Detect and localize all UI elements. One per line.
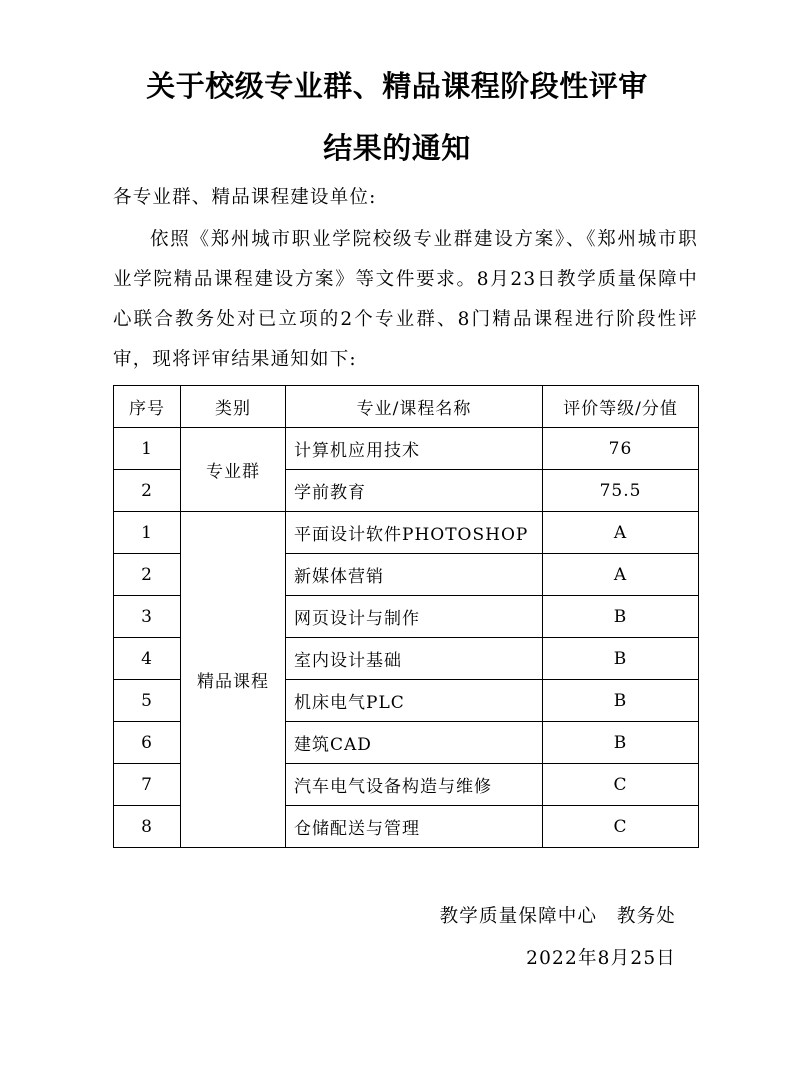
item-grade: A [543,512,699,554]
notice-title-line-1: 关于校级专业群、精品课程阶段性评审 [146,69,648,103]
row-number: 2 [114,470,181,512]
item-grade: C [543,764,699,806]
issuer-signature: 教学质量保障中心 教务处 [439,906,676,927]
row-number: 4 [114,638,181,680]
item-name: 建筑CAD [286,722,543,764]
row-number: 5 [114,680,181,722]
table-row [114,512,699,554]
header-grade: 评价等级/分值 [543,386,699,428]
item-name: 学前教育 [286,470,543,512]
results-table [113,385,699,848]
item-grade: 76 [543,428,699,470]
table-header-row [114,386,699,428]
item-grade: B [543,722,699,764]
results-body [114,428,699,848]
item-name: 机床电气PLC [286,680,543,722]
salutation: 各专业群、精品课程建设单位: [113,187,377,208]
item-grade: B [543,680,699,722]
row-number: 1 [114,512,181,554]
item-name: 计算机应用技术 [286,428,543,470]
item-name: 室内设计基础 [286,638,543,680]
item-name: 新媒体营销 [286,554,543,596]
item-name: 平面设计软件PHOTOSHOP [286,512,543,554]
item-grade: A [543,554,699,596]
item-grade: C [543,806,699,848]
header-name: 专业/课程名称 [286,386,543,428]
item-grade: B [543,596,699,638]
row-number: 8 [114,806,181,848]
notice-body: 依照《郑州城市职业学院校级专业群建设方案》、《郑州城市职业学院精品课程建设方案》等文件要求。8月23日教学质量保障中心联合教务处对已立项的2个专业群、8门精品课程进行阶段性评审，现将评审结果通知如下: [113,229,698,370]
issue-date: 2022年8月25日 [526,948,676,969]
row-number: 6 [114,722,181,764]
table-row [114,428,699,470]
category-cell: 精品课程 [181,512,286,848]
notice-title-line-2: 结果的通知 [323,131,471,165]
row-number: 1 [114,428,181,470]
item-name: 网页设计与制作 [286,596,543,638]
item-name: 汽车电气设备构造与维修 [286,764,543,806]
item-name: 仓储配送与管理 [286,806,543,848]
row-number: 3 [114,596,181,638]
row-number: 7 [114,764,181,806]
category-cell: 专业群 [181,428,286,512]
item-grade: B [543,638,699,680]
row-number: 2 [114,554,181,596]
header-category: 类别 [181,386,286,428]
header-no: 序号 [114,386,181,428]
item-grade: 75.5 [543,470,699,512]
